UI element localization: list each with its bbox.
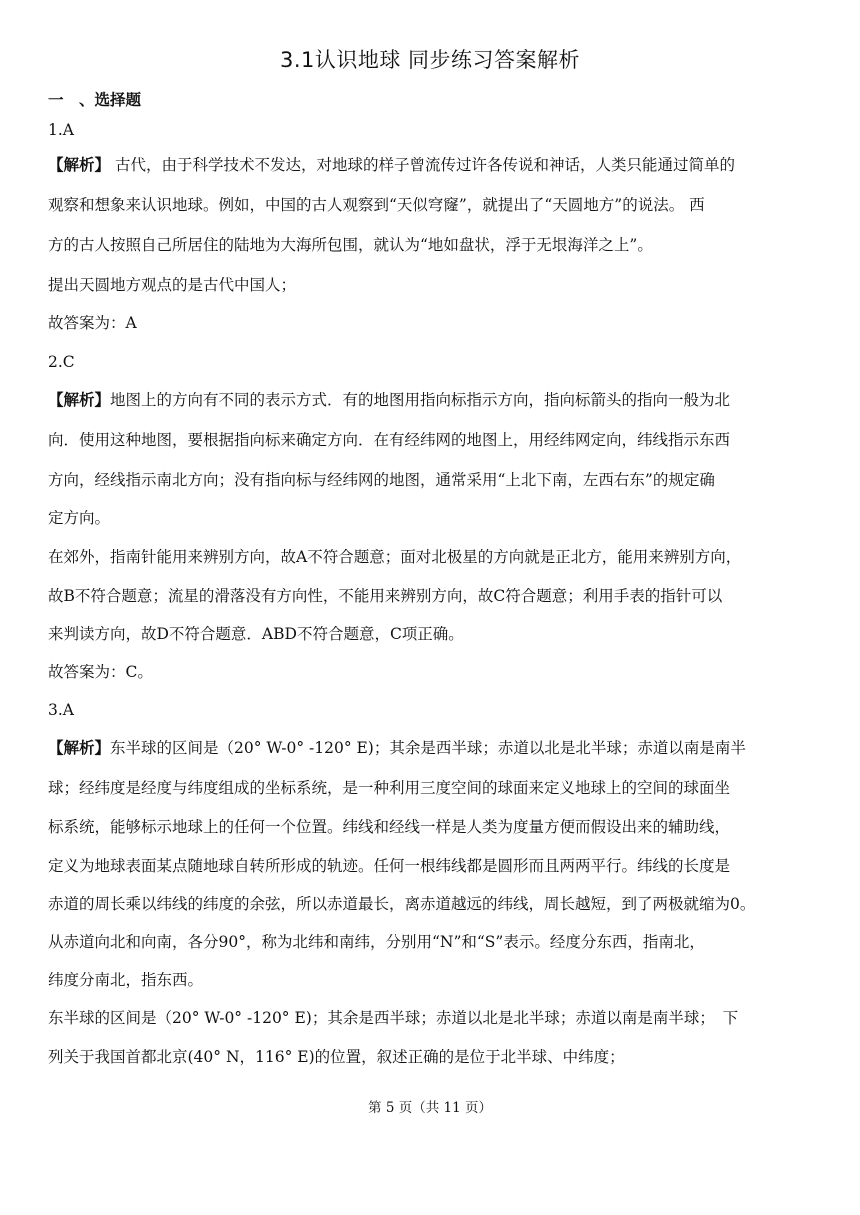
- text-line: [48, 662, 818, 682]
- analysis-label: 【解析】: [48, 390, 111, 409]
- text-line: [48, 275, 818, 295]
- text-line: [48, 970, 818, 990]
- page-title: 3.1认识地球 同步练习答案解析: [279, 48, 581, 72]
- text-line: [48, 624, 818, 644]
- analysis-label: 【解析】: [48, 738, 111, 757]
- analysis-label: 【解析】: [48, 155, 111, 174]
- line-text: 方的古人按照自己所居住的陆地为大海所包围，就认为“地如盘状，浮于无垠海洋之上”。: [48, 236, 653, 254]
- line-text: 故答案为：A: [48, 314, 137, 332]
- text-line: [48, 738, 818, 758]
- line-text: 地图上的方向有不同的表示方式．有的地图用指向标指示方向，指向标箭头的指向一般为北: [110, 391, 731, 409]
- line-text: 标系统，能够标示地球上的任何一个位置。纬线和经线一样是人类为度量方便而假设出来的辅助线，: [48, 818, 731, 836]
- text-line: [48, 508, 818, 528]
- line-text: 1.A: [48, 121, 74, 139]
- line-text: 古代，由于科学技术不发达，对地球的样子曾流传过许各传说和神话，人类只能通过简单的: [110, 156, 735, 174]
- line-text: 在郊外，指南针能用来辨别方向，故A不符合题意；面对北极星的方向就是正北方，能用来辨别方向，: [48, 548, 742, 566]
- section-heading: 一 、选择题: [48, 91, 142, 109]
- line-text: 列关于我国首都北京(40° N，116° E)的位置，叙述正确的是位于北半球、中纬度；: [48, 1048, 625, 1066]
- text-line: [48, 700, 818, 720]
- line-text: 来判读方向，故D不符合题意．ABD不符合题意，C项正确。: [48, 625, 464, 643]
- line-text: 从赤道向北和向南，各分90°，称为北纬和南纬，分别用“N”和“S”表示。经度分东西，指南北，: [48, 933, 705, 951]
- text-line: [48, 856, 818, 876]
- line-text: 定方向。: [48, 509, 111, 527]
- text-line: [48, 470, 818, 490]
- text-line: [48, 1047, 818, 1067]
- text-line: [48, 235, 818, 255]
- line-text: 2.C: [48, 353, 75, 371]
- line-text: 观察和想象来认识地球。例如，中国的古人观察到“天似穹窿”，就提出了“天圆地方”的说法。 西: [48, 196, 705, 214]
- text-line: [48, 390, 818, 410]
- text-line: [48, 120, 818, 140]
- line-text: 提出天圆地方观点的是古代中国人；: [48, 276, 297, 294]
- text-line: [48, 195, 818, 215]
- line-text: 东半球的区间是（20° W-0° -120° E)；其余是西半球；赤道以北是北半球；赤道以南是南半球； 下: [48, 1009, 739, 1027]
- text-line: [48, 778, 818, 798]
- line-text: 定义为地球表面某点随地球自转所形成的轨迹。任何一根纬线都是圆形而且两两平行。纬线的长度是: [48, 857, 731, 875]
- text-line: [48, 430, 818, 450]
- line-text: 3.A: [48, 701, 74, 719]
- line-text: 东半球的区间是（20° W-0° -120° E)；其余是西半球；赤道以北是北半球；赤道以南是南半: [110, 739, 746, 757]
- text-line: [48, 352, 818, 372]
- line-text: 纬度分南北，指东西。: [48, 971, 204, 989]
- text-line: [48, 313, 818, 333]
- line-text: 方向，经线指示南北方向；没有指向标与经纬网的地图，通常采用“上北下南，左西右东”的规定确: [48, 471, 715, 489]
- line-text: 赤道的周长乘以纬线的纬度的余弦，所以赤道最长，离赤道越远的纬线，周长越短，到了两极就缩为0。: [48, 895, 756, 913]
- text-line: [48, 817, 818, 837]
- line-text: 球；经纬度是经度与纬度组成的坐标系统，是一种利用三度空间的球面来定义地球上的空间的球面坐: [48, 779, 731, 797]
- line-text: 向．使用这种地图，要根据指向标来确定方向．在有经纬网的地图上，用经纬网定向，纬线指示东西: [48, 431, 731, 449]
- text-line: [48, 547, 818, 567]
- text-line: [48, 586, 818, 606]
- text-line: [48, 932, 818, 952]
- page-footer: 第 5 页（共 11 页）: [368, 1100, 492, 1116]
- text-line: [48, 1008, 818, 1028]
- text-line: [48, 155, 818, 175]
- text-line: [48, 894, 818, 914]
- line-text: 故答案为：C。: [48, 663, 153, 681]
- line-text: 故B不符合题意；流星的滑落没有方向性，不能用来辨别方向，故C符合题意；利用手表的指针可以: [48, 587, 723, 605]
